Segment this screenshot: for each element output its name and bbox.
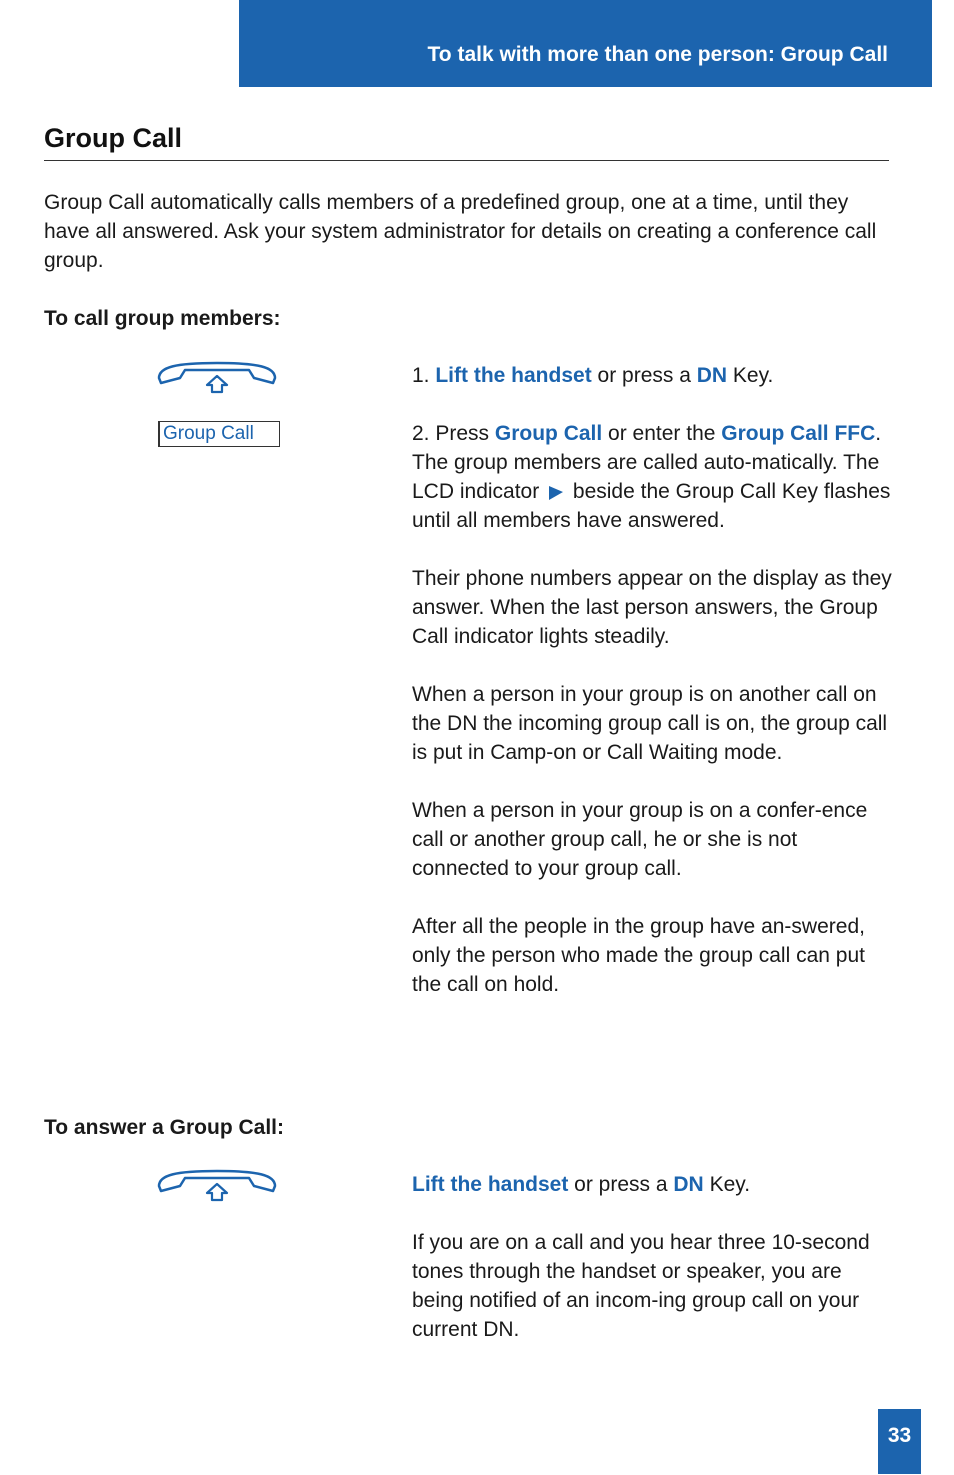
call-para-3: When a person in your group is on a confer-ence call or another group call, he or she is not connected to your group call. — [412, 799, 868, 880]
call-para-1: Their phone numbers appear on the display as they answer. When the last person answers, the Group Call indicator lights steadily. — [412, 567, 892, 648]
step-1-text: or press a — [591, 364, 697, 387]
answer-key: DN — [673, 1173, 704, 1196]
step-1-end: Key. — [727, 364, 774, 387]
page-number-box — [878, 1409, 921, 1474]
call-steps — [412, 361, 892, 999]
step-1-number: 1. — [412, 364, 436, 387]
answer-text: or press a — [568, 1173, 674, 1196]
step-2-prefix: 2. Press — [412, 422, 495, 445]
answer-line-1 — [412, 1170, 892, 1199]
group-call-key[interactable]: Group Call — [158, 421, 280, 447]
lcd-indicator-icon — [547, 483, 565, 501]
call-para-2: When a person in your group is on another call on the DN the incoming group call is on, the group call is put in Camp-on or Call Waiting mode. — [412, 683, 888, 764]
step-1-action: Lift the handset — [435, 364, 592, 387]
call-para-4: After all the people in the group have an-swered, only the person who made the group call can put the call on hold. — [412, 915, 865, 996]
section-title: Group Call — [44, 123, 183, 153]
page-number: 33 — [887, 1424, 912, 1447]
handset-icon — [156, 1169, 278, 1203]
step-2-text-2: . The group members are called auto-matically. The LCD indicator — [412, 422, 882, 503]
answer-end: Key. — [703, 1173, 751, 1196]
call-members-heading: To call group members: — [44, 307, 281, 330]
answer-action: Lift the handset — [412, 1173, 569, 1196]
step-1 — [412, 361, 892, 390]
step-2-key: Group Call — [494, 422, 603, 445]
handset-icon — [156, 361, 278, 395]
title-divider — [44, 160, 889, 161]
step-1-key: DN — [696, 364, 728, 387]
step-2-ffc: Group Call FFC — [721, 422, 876, 445]
header-title: To talk with more than one person: Group Call — [427, 43, 888, 66]
intro-paragraph: Group Call automatically calls members of a predefined group, one at a time, until they have all answered. Ask your system administrator for details on creating a conference call group. — [44, 191, 877, 272]
step-2 — [412, 419, 892, 535]
header-bar — [239, 0, 932, 87]
answer-heading: To answer a Group Call: — [44, 1116, 284, 1139]
step-2-end: beside the Group Call Key flashes until all members have answered. — [412, 480, 891, 532]
step-2-text: or enter the — [602, 422, 722, 445]
answer-para-1: If you are on a call and you hear three 10-second tones through the handset or speaker, you are being notified of an incom-ing group call on your current DN. — [412, 1231, 870, 1341]
answer-steps — [412, 1170, 892, 1344]
